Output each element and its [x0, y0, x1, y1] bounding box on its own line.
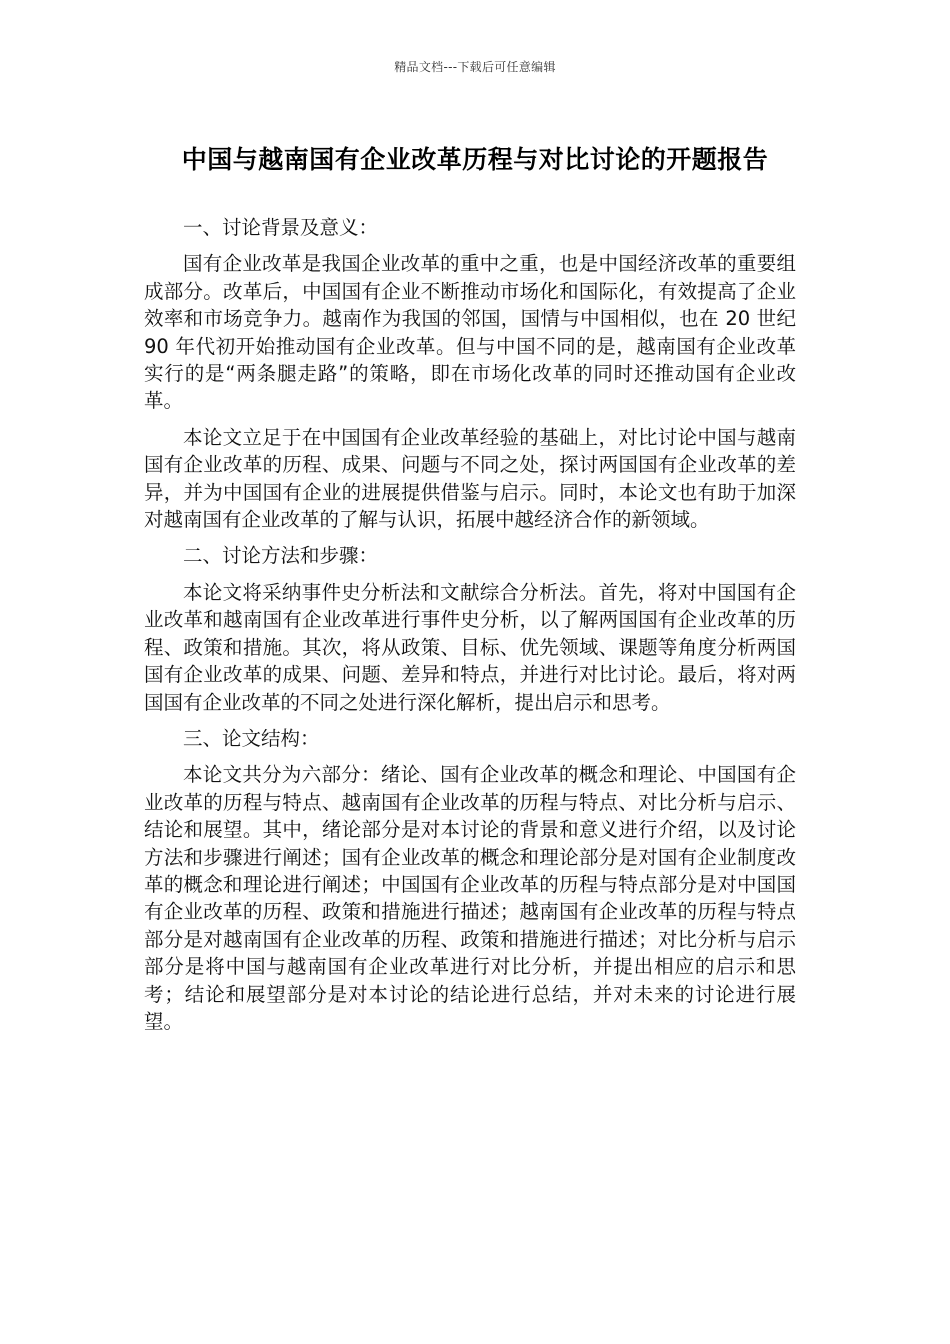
- paragraph-background-1: 国有企业改革是我国企业改革的重中之重，也是中国经济改革的重要组成部分。改革后，中国国有企业不断推动市场化和国际化，有效提高了企业效率和市场竞争力。越南作为我国的邻国，国情与中国相似，也在 20 世纪 90 年代初开始推动国有企业改革。但与中国不同的是，越南国有企业改革实行的是“两条腿走路”的策略，即在市场化改革的同时还推动国有企业改革。: [144, 252, 796, 413]
- paragraph-methods: 本论文将采纳事件史分析法和文献综合分析法。首先，将对中国国有企业改革和越南国有企业改革进行事件史分析，以了解两国国有企业改革的历程、政策和措施。其次，将从政策、目标、优先领域、课题等角度分析两国国有企业改革的成果、问题、差异和特点，并进行对比讨论。最后，将对两国国有企业改革的不同之处进行深化解析，提出启示和思考。: [144, 580, 796, 714]
- paragraph-structure: 本论文共分为六部分：绪论、国有企业改革的概念和理论、中国国有企业改革的历程与特点、越南国有企业改革的历程与特点、对比分析与启示、结论和展望。其中，绪论部分是对本讨论的背景和意义进行介绍，以及讨论方法和步骤进行阐述；国有企业改革的概念和理论部分是对国有企业制度改革的概念和理论进行阐述；中国国有企业改革的历程与特点部分是对中国国有企业改革的历程、政策和措施进行描述；越南国有企业改革的历程与特点部分是对越南国有企业改革的历程、政策和措施进行描述；对比分析与启示部分是将中国与越南国有企业改革进行对比分析，并提出相应的启示和思考；结论和展望部分是对本讨论的结论进行总结，并对未来的讨论进行展望。: [144, 763, 796, 1033]
- section-heading-structure: 三、论文结构：: [183, 726, 320, 750]
- section-heading-methods: 二、讨论方法和步骤：: [183, 544, 379, 568]
- document-body: [144, 214, 796, 1044]
- header-note: 精品文档---下载后可任意编辑: [394, 60, 556, 74]
- document-title: 中国与越南国有企业改革历程与对比讨论的开题报告: [181, 145, 769, 174]
- paragraph-background-2: 本论文立足于在中国国有企业改革经验的基础上，对比讨论中国与越南国有企业改革的历程、成果、问题与不同之处，探讨两国国有企业改革的差异，并为中国国有企业的进展提供借鉴与启示。同时，本论文也有助于加深对越南国有企业改革的了解与认识，拓展中越经济合作的新领域。: [144, 425, 796, 532]
- section-heading-background: 一、讨论背景及意义：: [183, 216, 379, 239]
